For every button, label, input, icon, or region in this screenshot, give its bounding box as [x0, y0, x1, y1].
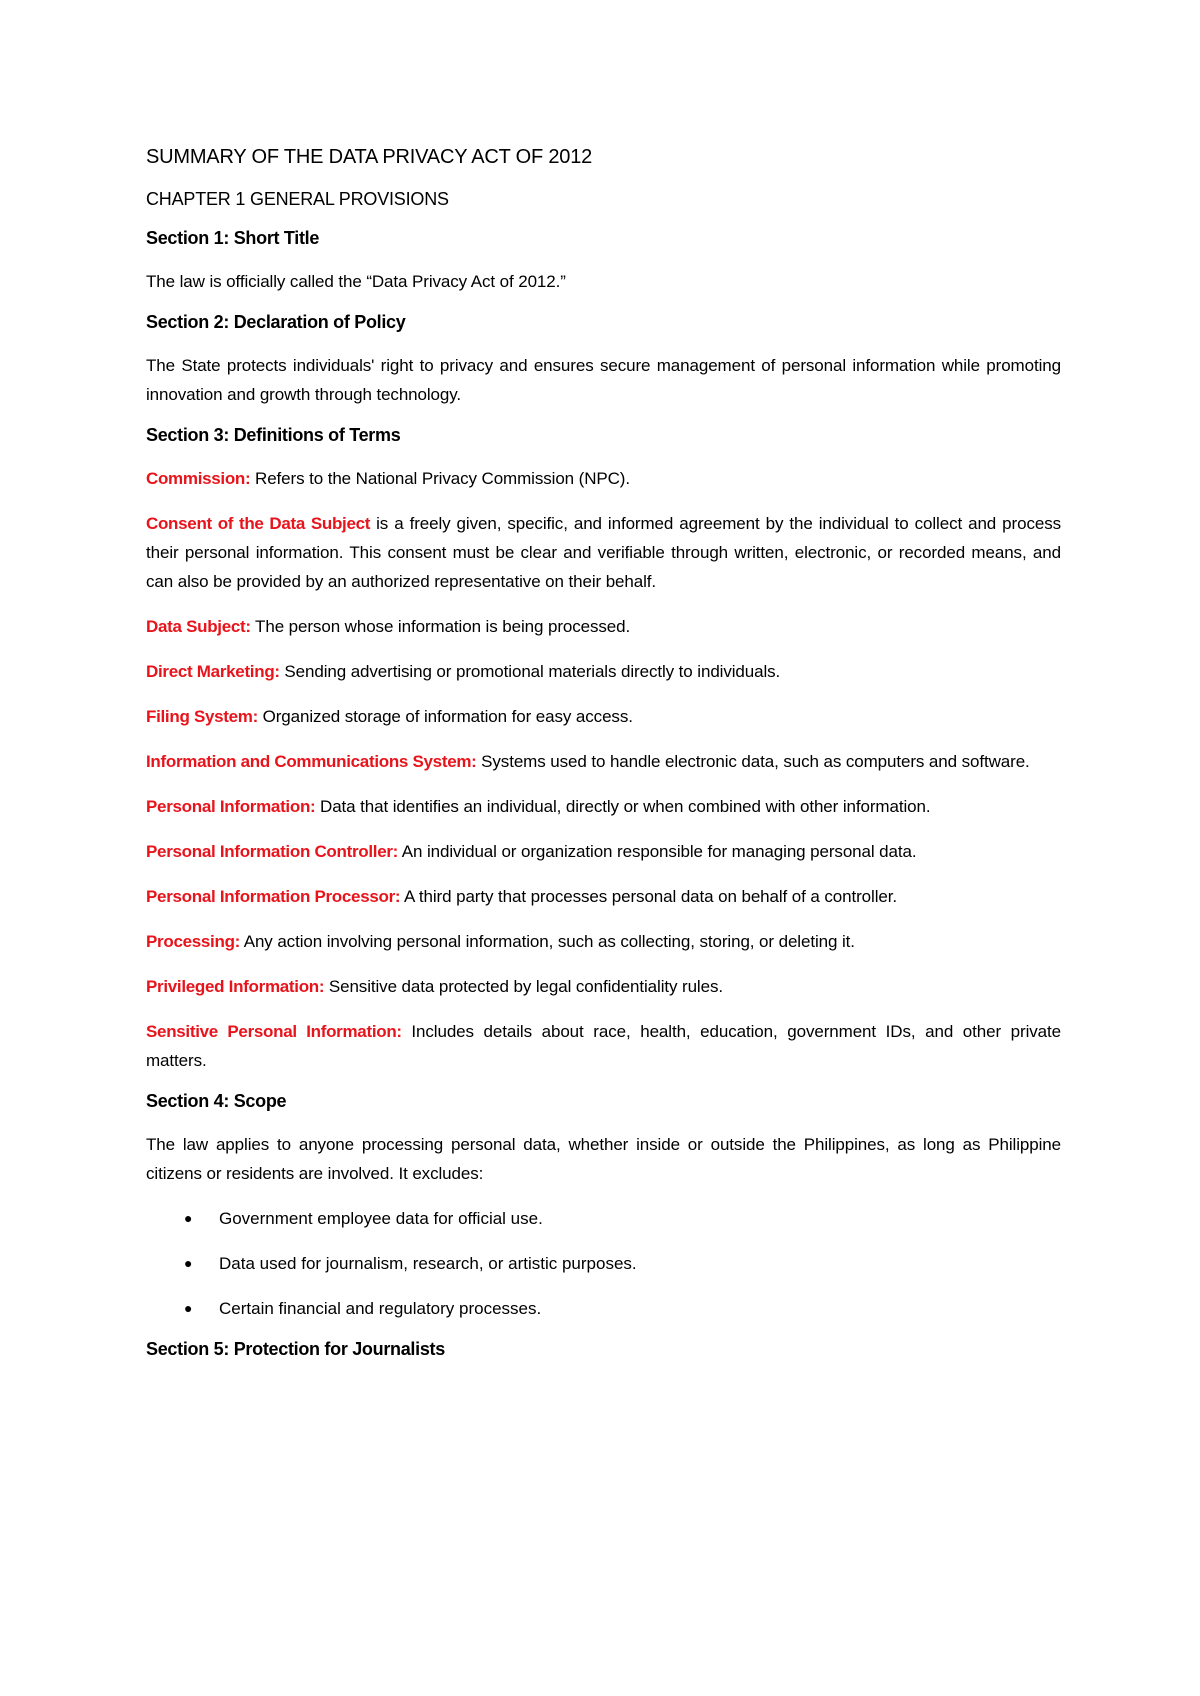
definition-sensitive-personal-information [146, 1017, 1061, 1075]
definition-term: Data Subject: [146, 617, 251, 636]
section-1-text: The law is officially called the “Data Privacy Act of 2012.” [146, 272, 566, 291]
definition-term: Sensitive Personal Information: [146, 1022, 402, 1041]
definition-term: Personal Information Processor: [146, 887, 401, 906]
list-item [146, 1249, 1061, 1278]
section-2-text: The State protects individuals' right to privacy and ensures secure management of personal information while promoting innovation and growth through technology. [146, 356, 1061, 404]
definition-text: The person whose information is being processed. [250, 617, 631, 636]
definition-text: A third party that processes personal data on behalf of a controller. [400, 887, 897, 906]
bullet-icon: ● [184, 1300, 193, 1316]
definition-text: Any action involving personal information, such as collecting, storing, or deleting it. [240, 932, 855, 951]
definition-data-subject [146, 612, 1061, 641]
definition-text: Refers to the National Privacy Commission (NPC). [250, 469, 630, 488]
definition-text: Data that identifies an individual, directly or when combined with other information. [315, 797, 931, 816]
definition-term: Processing: [146, 932, 241, 951]
list-item-text: Government employee data for official use. [219, 1209, 543, 1228]
definition-commission [146, 464, 1061, 493]
definition-consent [146, 509, 1061, 596]
list-item-text: Data used for journalism, research, or artistic purposes. [219, 1254, 637, 1273]
definition-term: Information and Communications System: [146, 752, 477, 771]
section-4-text: The law applies to anyone processing personal data, whether inside or outside the Philippines, as long as Philippine citizens or residents are involved. It excludes: [146, 1135, 1061, 1183]
chapter-heading: CHAPTER 1 GENERAL PROVISIONS [146, 189, 449, 209]
bullet-icon: ● [184, 1255, 193, 1271]
definition-personal-information [146, 792, 1061, 821]
definition-term: Personal Information: [146, 797, 316, 816]
definition-text: Sending advertising or promotional materials directly to individuals. [279, 662, 781, 681]
definition-text: Systems used to handle electronic data, such as computers and software. [476, 752, 1030, 771]
definition-term: Personal Information Controller: [146, 842, 399, 861]
definition-pic [146, 837, 1061, 866]
definition-term: Consent of the Data Subject [146, 514, 371, 533]
definition-text: Organized storage of information for easy access. [258, 707, 633, 726]
exclusions-list [146, 1204, 1061, 1323]
definition-direct-marketing [146, 657, 1061, 686]
definition-term: Direct Marketing: [146, 662, 280, 681]
definition-term: Commission: [146, 469, 251, 488]
section-4-heading: Section 4: Scope [146, 1091, 287, 1111]
definition-ict-system [146, 747, 1061, 776]
list-item [146, 1294, 1061, 1323]
list-item [146, 1204, 1061, 1233]
definition-filing-system [146, 702, 1061, 731]
document-body [146, 146, 1061, 1378]
document-title: SUMMARY OF THE DATA PRIVACY ACT OF 2012 [146, 146, 593, 168]
bullet-icon: ● [184, 1210, 193, 1226]
section-5-heading: Section 5: Protection for Journalists [146, 1339, 445, 1359]
section-1-heading: Section 1: Short Title [146, 228, 320, 248]
list-item-text: Certain financial and regulatory processes. [219, 1299, 542, 1318]
definition-term: Filing System: [146, 707, 258, 726]
definition-text: is a freely given, specific, and informed agreement by the individual to collect and process their personal information. This consent must be clear and verifiable through written, electronic, or recorded means, and can also be provided by an authorized representative on their behalf. [146, 514, 1061, 591]
definition-text: An individual or organization responsible for managing personal data. [398, 842, 917, 861]
definition-text: Sensitive data protected by legal confidentiality rules. [324, 977, 723, 996]
definition-term: Privileged Information: [146, 977, 325, 996]
section-2-heading: Section 2: Declaration of Policy [146, 312, 406, 332]
section-3-heading: Section 3: Definitions of Terms [146, 425, 401, 445]
definition-text: Includes details about race, health, education, government IDs, and other private matters. [146, 1022, 1061, 1070]
definition-privileged-information [146, 972, 1061, 1001]
definition-pip [146, 882, 1061, 911]
definition-processing [146, 927, 1061, 956]
